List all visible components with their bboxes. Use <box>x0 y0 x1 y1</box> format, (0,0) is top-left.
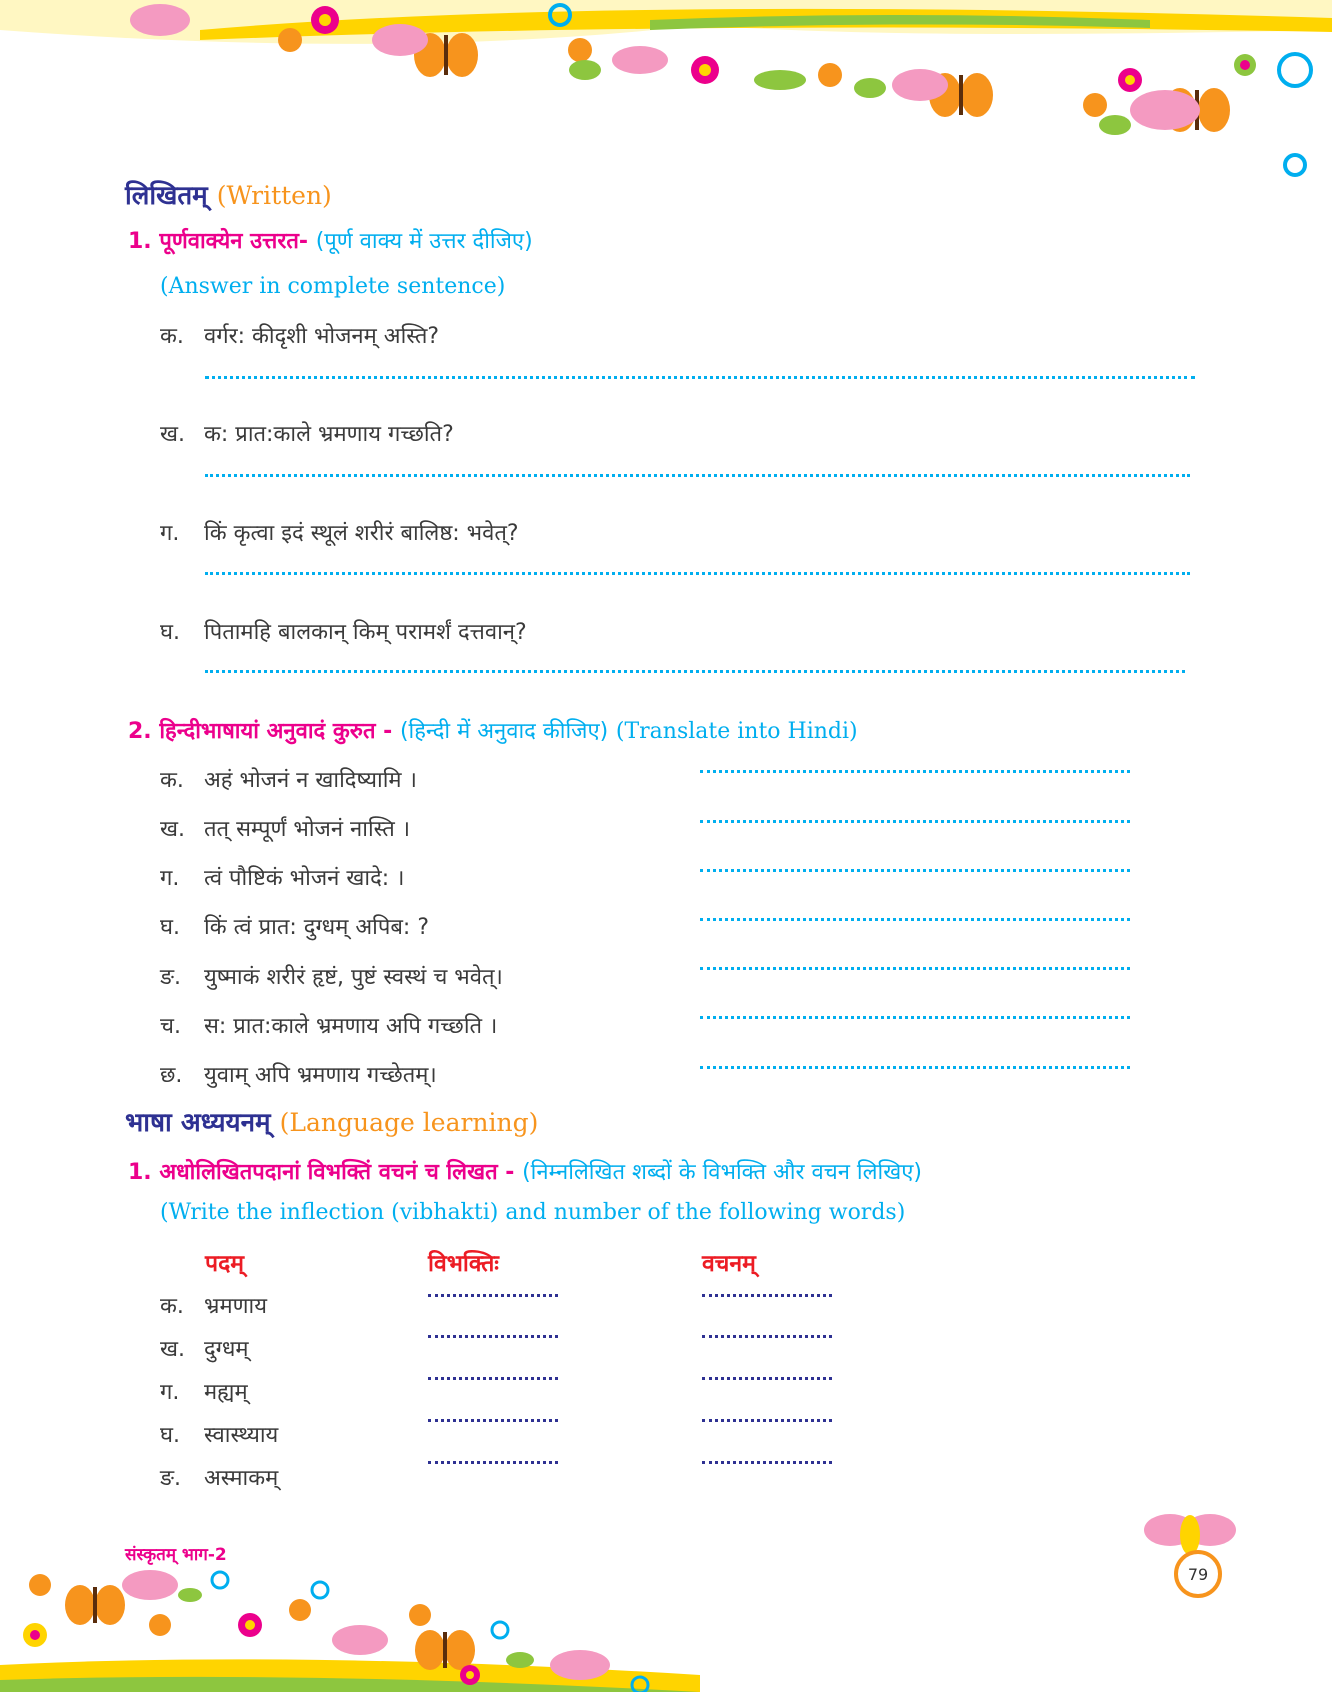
item-label: ग. <box>160 521 180 546</box>
list-item <box>160 616 527 646</box>
item-text: वर्गर: कीदृशी भोजनम् अस्ति? <box>204 324 440 349</box>
item-text: स: प्रात:काले भ्रमणाय अपि गच्छति । <box>204 1014 498 1039</box>
answer-line[interactable] <box>700 820 1130 823</box>
list-item <box>160 1059 437 1089</box>
column-header-word: पदम् <box>205 1251 245 1277</box>
vachan-answer-line[interactable] <box>702 1335 832 1338</box>
vachan-answer-line[interactable] <box>702 1419 832 1422</box>
list-item <box>160 813 410 843</box>
table-word: मह्यम् <box>204 1380 248 1405</box>
bottom-floral-border <box>0 1555 1332 1692</box>
list-item <box>160 418 454 448</box>
table-row <box>160 1333 249 1363</box>
question-hint-en: (Write the inflection (vibhakti) and number of the following words) <box>160 1200 906 1225</box>
section-title-hi: भाषा अध्ययनम् <box>125 1108 271 1138</box>
column-header-vibhakti: विभक्तिः <box>428 1251 499 1277</box>
question-hint-hi: (हिन्दी में अनुवाद कीजिए) <box>399 719 609 744</box>
item-label: ङ. <box>160 965 182 990</box>
table-row <box>160 1462 278 1492</box>
section-title-written <box>125 176 332 212</box>
table-row <box>160 1290 267 1320</box>
vachan-answer-line[interactable] <box>702 1461 832 1464</box>
vibhakti-answer-line[interactable] <box>428 1335 558 1338</box>
column-header-vachan: वचनम् <box>702 1251 756 1277</box>
question-title: पूर्णवाक्येन उत्तरत- <box>159 229 309 254</box>
item-label: क. <box>160 768 184 793</box>
item-text: क: प्रात:काले भ्रमणाय गच्छति? <box>204 422 454 447</box>
item-text: युवाम् अपि भ्रमणाय गच्छेतम्। <box>204 1063 437 1088</box>
table-word: स्वास्थ्याय <box>204 1423 279 1448</box>
item-label: घ. <box>160 1423 180 1448</box>
vibhakti-answer-line[interactable] <box>428 1377 558 1380</box>
list-item <box>160 961 503 991</box>
item-text: युष्माकं शरीरं हृष्टं, पुष्टं स्वस्थं च भवेत्। <box>204 965 503 990</box>
item-label: क. <box>160 324 184 349</box>
page-number: 79 <box>1174 1550 1222 1598</box>
item-label: च. <box>160 1014 181 1039</box>
answer-line[interactable] <box>700 869 1130 872</box>
vachan-answer-line[interactable] <box>702 1294 832 1297</box>
item-text: पितामहि बालकान् किम् परामर्शं दत्तवान्? <box>204 620 527 645</box>
list-item <box>160 320 439 350</box>
question-heading <box>128 1156 1208 1186</box>
list-item <box>160 1010 497 1040</box>
item-text: अहं भोजनं न खादिष्यामि । <box>204 768 417 793</box>
vibhakti-answer-line[interactable] <box>428 1461 558 1464</box>
item-text: त्वं पौष्टिकं भोजनं खादे: । <box>204 866 405 891</box>
vibhakti-answer-line[interactable] <box>428 1294 558 1297</box>
item-text: किं कृत्वा इदं स्थूलं शरीरं बालिष्ठ: भवेत्? <box>204 521 519 546</box>
answer-line[interactable] <box>205 670 1185 673</box>
table-row <box>160 1419 278 1449</box>
answer-line[interactable] <box>205 474 1190 477</box>
question-hint-hi: (निम्नलिखित शब्दों के विभक्ति और वचन लिखिए) <box>522 1160 922 1185</box>
item-label: घ. <box>160 915 180 940</box>
butterfly-icon <box>415 1630 475 1670</box>
question-title: अधोलिखितपदानां विभक्तिं वचनं च लिखत - <box>159 1160 515 1185</box>
item-text: किं त्वं प्रात: दुग्धम् अपिब: ? <box>204 915 429 940</box>
section-title-hi: लिखितम् <box>125 181 208 211</box>
question-heading <box>128 225 533 255</box>
question-title: हिन्दीभाषायां अनुवादं कुरुत - <box>159 719 393 744</box>
top-floral-border <box>0 0 1332 200</box>
section-title-language <box>125 1103 538 1139</box>
answer-line[interactable] <box>700 770 1130 773</box>
answer-line[interactable] <box>700 1016 1130 1019</box>
vibhakti-answer-line[interactable] <box>428 1419 558 1422</box>
question-number: 2. <box>128 719 152 744</box>
table-row <box>160 1376 248 1406</box>
question-heading <box>128 715 858 745</box>
item-label: ङ. <box>160 1466 182 1491</box>
item-label: ख. <box>160 1337 185 1362</box>
question-hint-en: (Translate into Hindi) <box>615 719 858 744</box>
question-hint-en: (Answer in complete sentence) <box>160 274 506 299</box>
answer-line[interactable] <box>700 967 1130 970</box>
butterfly-icon <box>65 1585 125 1625</box>
table-word: दुग्धम् <box>204 1337 249 1362</box>
list-item <box>160 862 405 892</box>
vachan-answer-line[interactable] <box>702 1377 832 1380</box>
answer-line[interactable] <box>205 376 1195 379</box>
question-hint-hi: (पूर्ण वाक्य में उत्तर दीजिए) <box>315 229 533 254</box>
section-title-en: (Language learning) <box>279 1108 539 1137</box>
answer-line[interactable] <box>205 572 1190 575</box>
book-title: संस्कृतम् भाग-2 <box>125 1545 227 1565</box>
table-word: अस्माकम् <box>204 1466 279 1491</box>
item-label: छ. <box>160 1063 183 1088</box>
answer-line[interactable] <box>700 1066 1130 1069</box>
item-label: ख. <box>160 817 185 842</box>
list-item <box>160 517 519 547</box>
section-title-en: (Written) <box>216 181 332 210</box>
item-label: ग. <box>160 866 180 891</box>
table-word: भ्रमणाय <box>204 1294 267 1319</box>
list-item <box>160 911 429 941</box>
list-item <box>160 764 417 794</box>
item-label: ख. <box>160 422 185 447</box>
question-number: 1. <box>128 1160 152 1185</box>
item-label: ग. <box>160 1380 180 1405</box>
item-label: घ. <box>160 620 180 645</box>
question-number: 1. <box>128 229 152 254</box>
item-text: तत् सम्पूर्णं भोजनं नास्ति । <box>204 817 411 842</box>
item-label: क. <box>160 1294 184 1319</box>
answer-line[interactable] <box>700 918 1130 921</box>
